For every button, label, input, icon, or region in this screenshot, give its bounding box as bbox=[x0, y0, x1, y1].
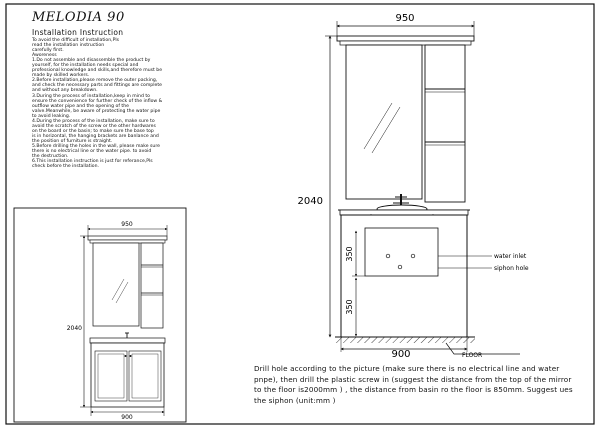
instruction-line: 2.Before installation,please remove the outer packing, bbox=[32, 78, 158, 84]
instruction-line: to avoid leaking. bbox=[32, 113, 71, 119]
product-title: MELODIA 90 bbox=[32, 10, 125, 25]
instruction-line: To avoid the difficult of installation,Pls bbox=[32, 38, 120, 43]
instruction-line: and check the necessary parts and fittings are complete bbox=[32, 83, 162, 89]
large-shelf-column bbox=[425, 45, 465, 202]
large-height: 2040 bbox=[297, 196, 323, 207]
large-cabinet-drawing bbox=[298, 13, 529, 360]
instruction-line: read the installation instruction bbox=[32, 43, 105, 49]
siphon-hole bbox=[398, 265, 402, 269]
drilling-note: Drill hole according to the picture (make sure there is no electrical line and water pnpe), then drill the plastic screw in (suggest the distance from the top of the mirror to the floor is2000mm ) , the distance from basin ro the floor is 850mm. Suggest ues the siphon (unit:mm ) bbox=[254, 364, 573, 405]
label-siphon-hole: siphon hole bbox=[494, 265, 529, 272]
instruction-line: 5.Before drilling the holes in the wall, please make sure bbox=[32, 143, 160, 149]
instruction-line: 3.During the process of installation,keep in mind to bbox=[32, 93, 150, 99]
large-top-width: 950 bbox=[395, 13, 415, 24]
instruction-line: made by skilled workers. bbox=[32, 73, 90, 79]
label-floor: FLOOR bbox=[462, 352, 483, 359]
instruction-line: 6.This installation instruction is just for referance,Pls bbox=[32, 159, 153, 165]
small-bottom-width: 900 bbox=[121, 414, 133, 421]
small-cabinet-drawing bbox=[14, 208, 186, 422]
instruction-line: check before the installation. bbox=[32, 164, 99, 170]
instruction-list bbox=[32, 38, 197, 169]
water-inlet-hole bbox=[386, 254, 390, 258]
large-bottom-width: 900 bbox=[391, 349, 411, 360]
instruction-line: is in horizontal, the hanging brackets are banlance and bbox=[32, 133, 159, 139]
label-water-inlet: water inlet bbox=[494, 253, 527, 260]
instruction-line: professional knowledge and skills,and therefore must be bbox=[32, 68, 163, 74]
instruction-line: avoid the scratch of the screw or the other hardwares bbox=[32, 123, 156, 129]
instruction-line: and without any breakdown. bbox=[32, 88, 98, 94]
instruction-line: on the board or the basin; to make sure the base top bbox=[32, 128, 154, 134]
instruction-subtitle: Installation Instruction bbox=[32, 28, 124, 37]
instruction-line: Aworeness bbox=[32, 53, 57, 59]
instruction-line: 1.Do not assemble and disassemble the product by bbox=[32, 58, 151, 64]
instruction-line: the destruction. bbox=[32, 154, 69, 160]
small-top-width: 950 bbox=[121, 221, 133, 228]
small-mirror bbox=[93, 243, 139, 326]
large-mirror bbox=[346, 45, 422, 199]
lower-height: 350 bbox=[345, 299, 354, 315]
instruction-line: carefully first. bbox=[32, 48, 64, 54]
instruction-line: yourself, for the installation needs special and bbox=[32, 63, 139, 69]
instruction-line: ensure the convenience for further check of the inflow & bbox=[32, 98, 163, 104]
floor-hatch bbox=[335, 337, 475, 343]
instruction-line: the position of furniture is straight. bbox=[32, 138, 113, 144]
small-height: 2040 bbox=[66, 325, 82, 332]
small-vanity-body bbox=[91, 343, 164, 407]
instruction-line: 4.During the process of the installation, make sure to bbox=[32, 118, 155, 124]
instruction-line: outflow water pipe and the opening of the bbox=[32, 103, 129, 109]
upper-height: 350 bbox=[345, 246, 354, 262]
instruction-line: there is no electrical line or the water pipe. to avoid bbox=[32, 149, 152, 155]
instruction-line: valve.Meanwhile, be aware of protecting the water pipe bbox=[32, 108, 161, 114]
